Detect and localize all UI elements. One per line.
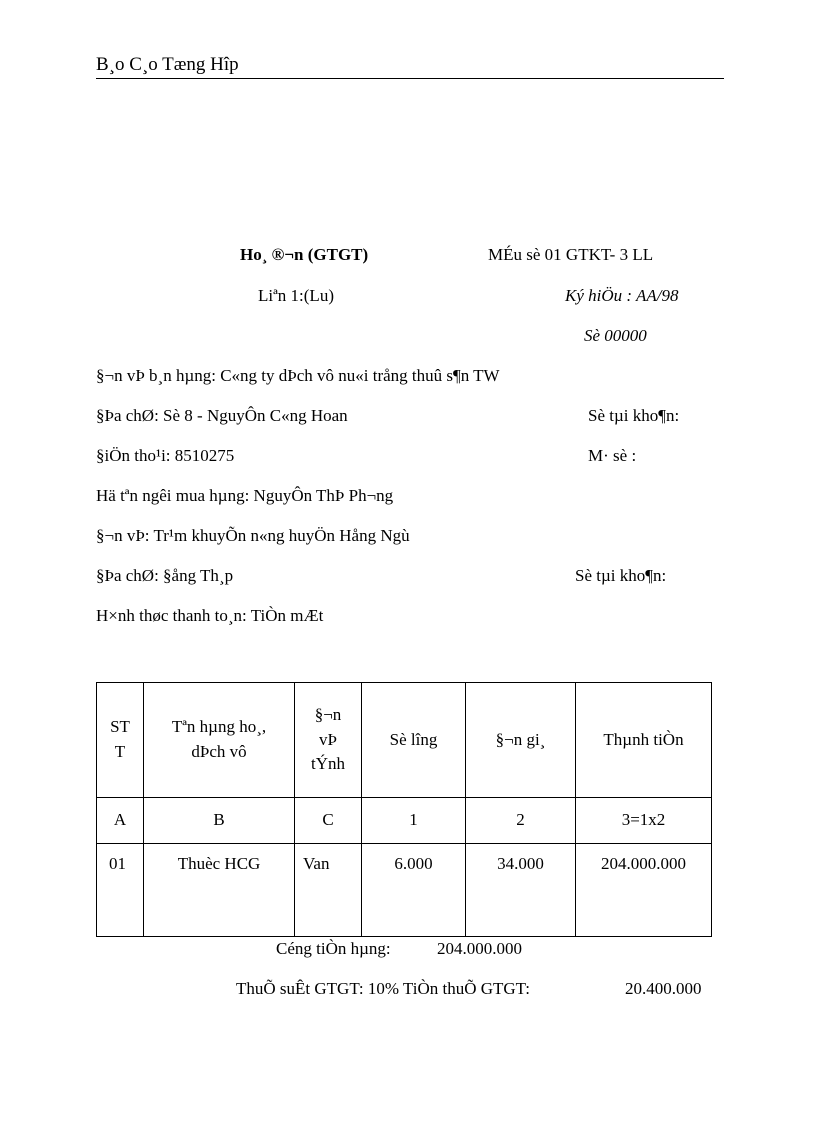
letter-2: 2 xyxy=(466,798,576,844)
table-row xyxy=(97,844,712,937)
letter-a: A xyxy=(97,798,144,844)
buyer-unit: §¬n vÞ: Tr¹m khuyÕn n«ng huyÖn Hång Ngù xyxy=(96,526,410,545)
subtotal-value: 204.000.000 xyxy=(437,939,522,958)
invoice-form-number: MÉu sè 01 GTKT- 3 LL xyxy=(488,245,654,264)
seller-tax-code-label: M· sè : xyxy=(588,446,637,465)
seller-account-label: Sè tµi kho¶n: xyxy=(588,406,680,425)
row-amount: 204.000.000 xyxy=(576,844,712,937)
buyer-address: §Þa chØ: §ång Th¸p xyxy=(96,566,234,585)
header-divider xyxy=(96,78,724,79)
header-quantity: Sè lîng xyxy=(362,683,466,798)
header-unit-price: §¬n gi¸ xyxy=(466,683,576,798)
invoice-number: Sè 00000 xyxy=(584,326,647,345)
payment-method: H×nh thøc thanh to¸n: TiÒn mÆt xyxy=(96,606,324,625)
seller-address: §Þa chØ: Sè 8 - NguyÔn C«ng Hoan xyxy=(96,406,348,425)
header-item-name: Tªn hµng ho¸, dÞch vô xyxy=(144,683,295,798)
letter-1: 1 xyxy=(362,798,466,844)
invoice-symbol: Ký hiÖu : AA/98 xyxy=(565,286,679,305)
row-unit: Van xyxy=(295,844,362,937)
page-header-title: B¸o C¸o Tæng Hîp xyxy=(96,54,239,75)
buyer-account-label: Sè tµi kho¶n: xyxy=(575,566,667,585)
table-column-letters-row xyxy=(97,798,712,844)
row-quantity: 6.000 xyxy=(362,844,466,937)
seller-phone: §iÖn tho¹i: 8510275 xyxy=(96,446,235,465)
vat-line: ThuÕ suÊt GTGT: 10% TiÒn thuÕ GTGT: xyxy=(236,979,530,998)
header-stt: ST T xyxy=(97,683,144,798)
header-unit: §¬n vÞ tÝnh xyxy=(295,683,362,798)
table-header-row xyxy=(97,683,712,798)
buyer-name: Hä tªn ngêi mua hµng: NguyÔn ThÞ Ph¬ng xyxy=(96,486,394,505)
header-amount: Thµnh tiÒn xyxy=(576,683,712,798)
letter-c: C xyxy=(295,798,362,844)
invoice-items-table xyxy=(96,682,712,937)
seller-name: §¬n vÞ b¸n hµng: C«ng ty dÞch vô nu«i trång thuû s¶n TW xyxy=(96,366,500,385)
vat-value: 20.400.000 xyxy=(625,979,702,998)
row-unit-price: 34.000 xyxy=(466,844,576,937)
invoice-copy-label: Liªn 1:(Lu) xyxy=(258,286,334,305)
letter-b: B xyxy=(144,798,295,844)
letter-3: 3=1x2 xyxy=(576,798,712,844)
row-stt: 01 xyxy=(97,844,144,937)
subtotal-label: Céng tiÒn hµng: xyxy=(276,939,391,958)
row-item-name: Thuèc HCG xyxy=(144,844,295,937)
invoice-title: Ho¸ ®¬n (GTGT) xyxy=(240,245,369,264)
